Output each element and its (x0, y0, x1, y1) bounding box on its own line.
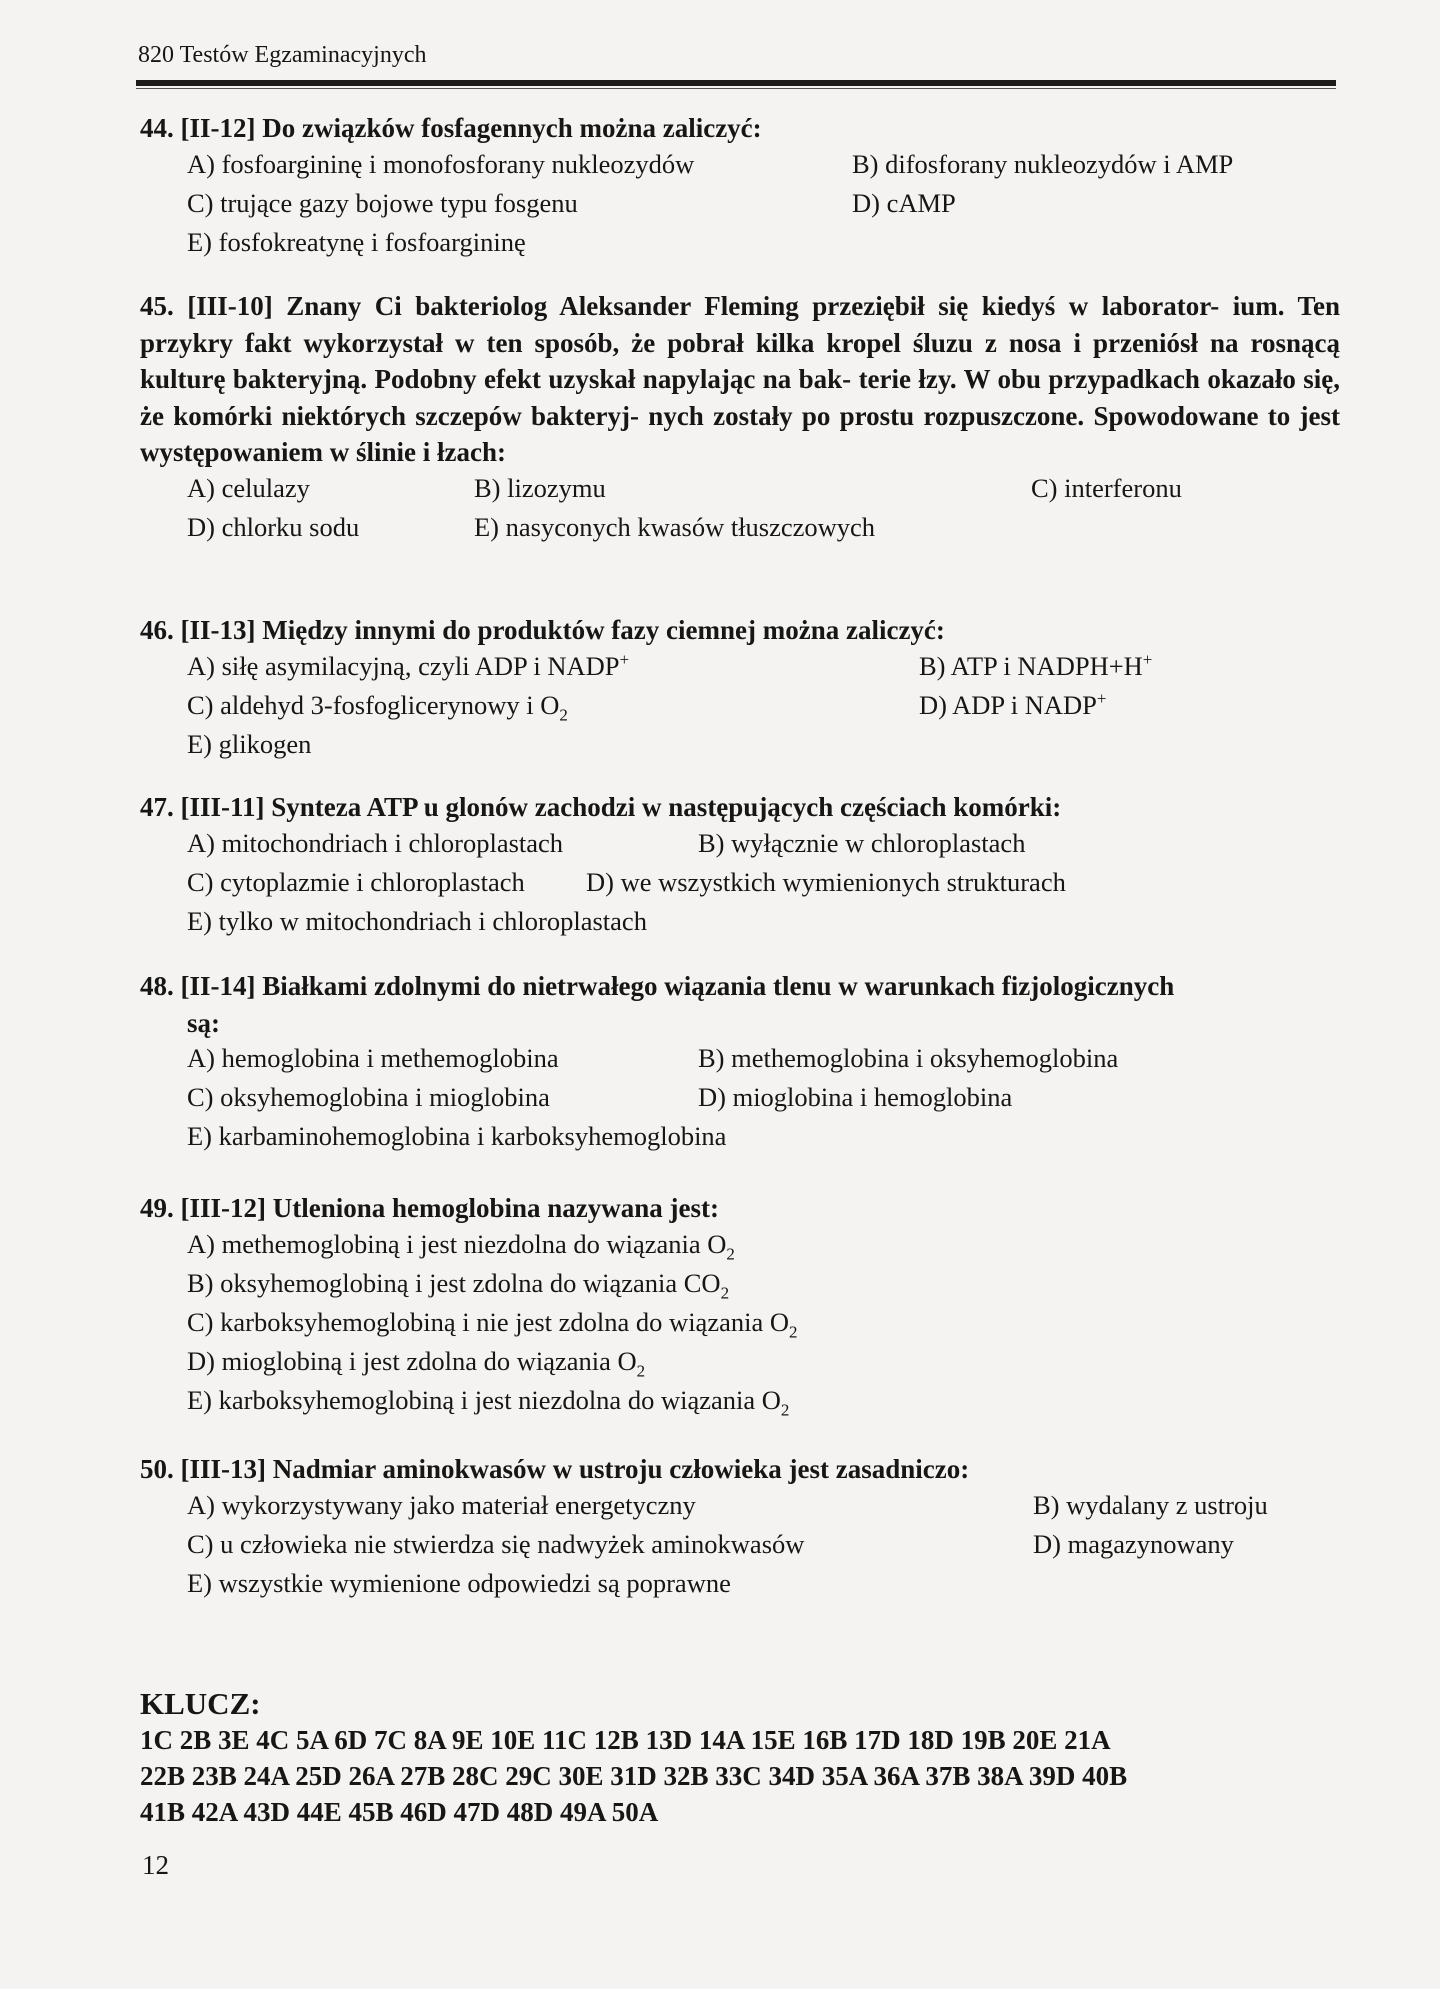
subscript: 2 (720, 1282, 730, 1302)
question-text: Synteza ATP u glonów zachodzi w następujących częściach komórki: (271, 792, 1062, 822)
question-text-line: przeniósł na rosnącą kulturę bakteryjną. Podobny efekt uzyskał napylając na bak- (140, 327, 1341, 394)
header-rule-thin (136, 88, 1336, 89)
option-b: B) methemoglobina i oksyhemoglobina (698, 1043, 1119, 1073)
option-c-text: C) aldehyd 3-fosfoglicerynowy i O (187, 689, 560, 720)
answer-key-line: 1C 2B 3E 4C 5A 6D 7C 8A 9E 10E 11C 12B 13D 14A 15E 16B 17D 18D 19B 20E 21A (140, 1725, 1111, 1755)
question-number: 49. [III-12] (140, 1193, 266, 1223)
option-row (140, 826, 1340, 865)
header-rule (136, 80, 1336, 86)
answer-key-line: 41B 42A 43D 44E 45B 46D 47D 48D 49A 50A (140, 1797, 659, 1827)
question-text: Do związków fosfagennych można zaliczyć: (262, 113, 762, 143)
option-e: E) tylko w mitochondriach i chloroplastach (187, 905, 647, 936)
option-c (187, 1306, 798, 1341)
option-e: E) fosfokreatynę i fosfoargininę (187, 226, 526, 257)
option-a: A) celulazy (187, 472, 310, 503)
question-49 (140, 1190, 1340, 1422)
option-d: D) mioglobina i hemoglobina (698, 1082, 1013, 1112)
option-row (140, 1527, 1340, 1566)
question-44 (140, 110, 1340, 264)
superscript: + (1142, 649, 1153, 669)
option-row (140, 1488, 1340, 1527)
subscript: 2 (726, 1243, 735, 1263)
option-d: D) chlorku sodu (187, 511, 360, 542)
question-title (140, 789, 1340, 826)
question-text-line: ium. Ten przykry fakt wykorzystał w ten sposób, że pobrał kilka kropel śluzu z nosa i (140, 291, 1340, 358)
option-b-text: B) ATP i NADPH+H (919, 650, 1143, 681)
superscript: + (1096, 688, 1107, 708)
question-text: Między innymi do produktów fazy ciemnej można zaliczyć: (262, 615, 945, 645)
page-number: 12 (142, 1850, 169, 1880)
option-d (187, 1345, 646, 1380)
option-row (140, 904, 1340, 943)
option-row (140, 471, 1340, 510)
option-row (140, 147, 1340, 186)
option-b: B) wydalany z ustroju (1033, 1489, 1268, 1520)
question-number: 50. [III-13] (140, 1454, 266, 1484)
option-a: A) fosfoargininę i monofosforany nukleozydów (187, 148, 695, 179)
option-c: C) u człowieka nie stwierdza się nadwyżek aminokwasów (187, 1528, 805, 1559)
option-a (187, 1228, 735, 1263)
option-a-text: A) methemoglobiną i jest niezdolna do wiązania O (187, 1228, 727, 1259)
question-title (140, 1190, 1340, 1227)
option-b (187, 1267, 730, 1302)
option-a: A) wykorzystywany jako materiał energetyczny (187, 1489, 696, 1520)
question-48 (140, 968, 1340, 1158)
question-50 (140, 1451, 1340, 1605)
option-row (140, 1266, 1340, 1305)
option-d (919, 690, 1107, 721)
question-text: Utleniona hemoglobina nazywana jest: (272, 1193, 720, 1223)
option-c (187, 689, 568, 724)
option-e: E) glikogen (187, 728, 312, 759)
question-text-line: nych zostały po prostu rozpuszczone. Spowodowane to jest występowaniem w ślinie i (140, 400, 1341, 467)
question-text: Nadmiar aminokwasów w ustroju człowieka jest zasadniczo: (272, 1454, 970, 1484)
subscript: 2 (559, 704, 568, 724)
option-row (140, 510, 1340, 549)
option-c: C) cytoplazmie i chloroplastach (187, 866, 525, 897)
option-row (140, 1305, 1340, 1344)
question-text-line: Znany Ci bakteriolog Aleksander Fleming przeziębił się kiedyś w laborator- (286, 291, 1220, 321)
question-number: 44. [II-12] (140, 113, 256, 143)
option-b-text: B) oksyhemoglobiną i jest zdolna do wiązania CO (187, 1267, 721, 1298)
answer-key-line: 22B 23B 24A 25D 26A 27B 28C 29C 30E 31D 32B 33C 34D 35A 36A 37B 38A 39D 40B (140, 1761, 1128, 1791)
option-e: E) nasyconych kwasów tłuszczowych (474, 511, 876, 542)
question-number: 47. [III-11] (140, 792, 265, 822)
question-title (140, 612, 1340, 649)
option-d-text: D) mioglobiną i jest zdolna do wiązania O (187, 1345, 637, 1376)
option-c-text: C) karboksyhemoglobiną i nie jest zdolna do wiązania O (187, 1306, 789, 1337)
option-row (140, 1119, 1340, 1158)
option-e-text: E) karboksyhemoglobiną i jest niezdolna do wiązania O (187, 1384, 781, 1415)
option-row (140, 727, 1340, 766)
question-title (140, 1451, 1340, 1488)
question-45 (140, 288, 1340, 549)
subscript: 2 (636, 1360, 646, 1380)
option-b: B) difosforany nukleozydów i AMP (852, 148, 1234, 179)
option-d-text: D) ADP i NADP (919, 689, 1097, 720)
option-row (140, 1566, 1340, 1605)
option-d: D) cAMP (852, 187, 956, 218)
option-row (140, 1344, 1340, 1383)
answer-key (140, 1686, 1360, 1830)
option-d: D) magazynowany (1033, 1528, 1234, 1559)
question-title (140, 110, 1340, 147)
running-header: 820 Testów Egzaminacyjnych (138, 42, 427, 68)
question-text-line: łzach: (437, 437, 506, 467)
option-row (140, 186, 1340, 225)
option-c: C) interferonu (1031, 472, 1182, 503)
option-d: D) we wszystkich wymienionych strukturach (586, 866, 1066, 897)
option-row (140, 865, 1340, 904)
question-47 (140, 789, 1340, 943)
subscript: 2 (780, 1399, 790, 1419)
option-row (140, 1227, 1340, 1266)
option-row (140, 1041, 1340, 1080)
question-title (140, 968, 1340, 1041)
option-row (140, 225, 1340, 264)
superscript: + (619, 649, 630, 669)
option-row (140, 1383, 1340, 1422)
option-b: B) lizozymu (474, 472, 606, 503)
option-e: E) karbaminohemoglobina i karboksyhemoglobina (187, 1121, 727, 1151)
question-text-line: są: (187, 1007, 220, 1038)
option-a (187, 651, 629, 682)
option-row (140, 688, 1340, 727)
subscript: 2 (788, 1321, 798, 1341)
option-a: A) mitochondriach i chloroplastach (187, 827, 564, 858)
question-title (140, 288, 1340, 471)
question-text-line: Białkami zdolnymi do nietrwałego wiązania tlenu w warunkach fizjologicznych (262, 971, 1175, 1001)
option-a-text: A) siłę asymilacyjną, czyli ADP i NADP (187, 650, 620, 681)
question-46 (140, 612, 1340, 766)
option-row (140, 649, 1340, 688)
question-number: 48. [II-14] (140, 971, 256, 1001)
option-b: B) wyłącznie w chloroplastach (698, 827, 1026, 858)
option-c: C) trujące gazy bojowe typu fosgenu (187, 187, 578, 218)
question-number: 46. [II-13] (140, 615, 256, 645)
option-c: C) oksyhemoglobina i mioglobina (187, 1082, 550, 1112)
option-e (187, 1384, 790, 1419)
question-number: 45. [III-10] (140, 291, 273, 321)
option-a: A) hemoglobina i methemoglobina (187, 1043, 559, 1073)
option-b (919, 651, 1152, 682)
answer-key-title: KLUCZ: (140, 1686, 261, 1721)
option-e: E) wszystkie wymienione odpowiedzi są poprawne (187, 1567, 731, 1598)
option-row (140, 1080, 1340, 1119)
question-text-line: terie łzy. W obu przypadkach okazało się, że komórki niektórych szczepów bakteryj- (140, 364, 1340, 431)
